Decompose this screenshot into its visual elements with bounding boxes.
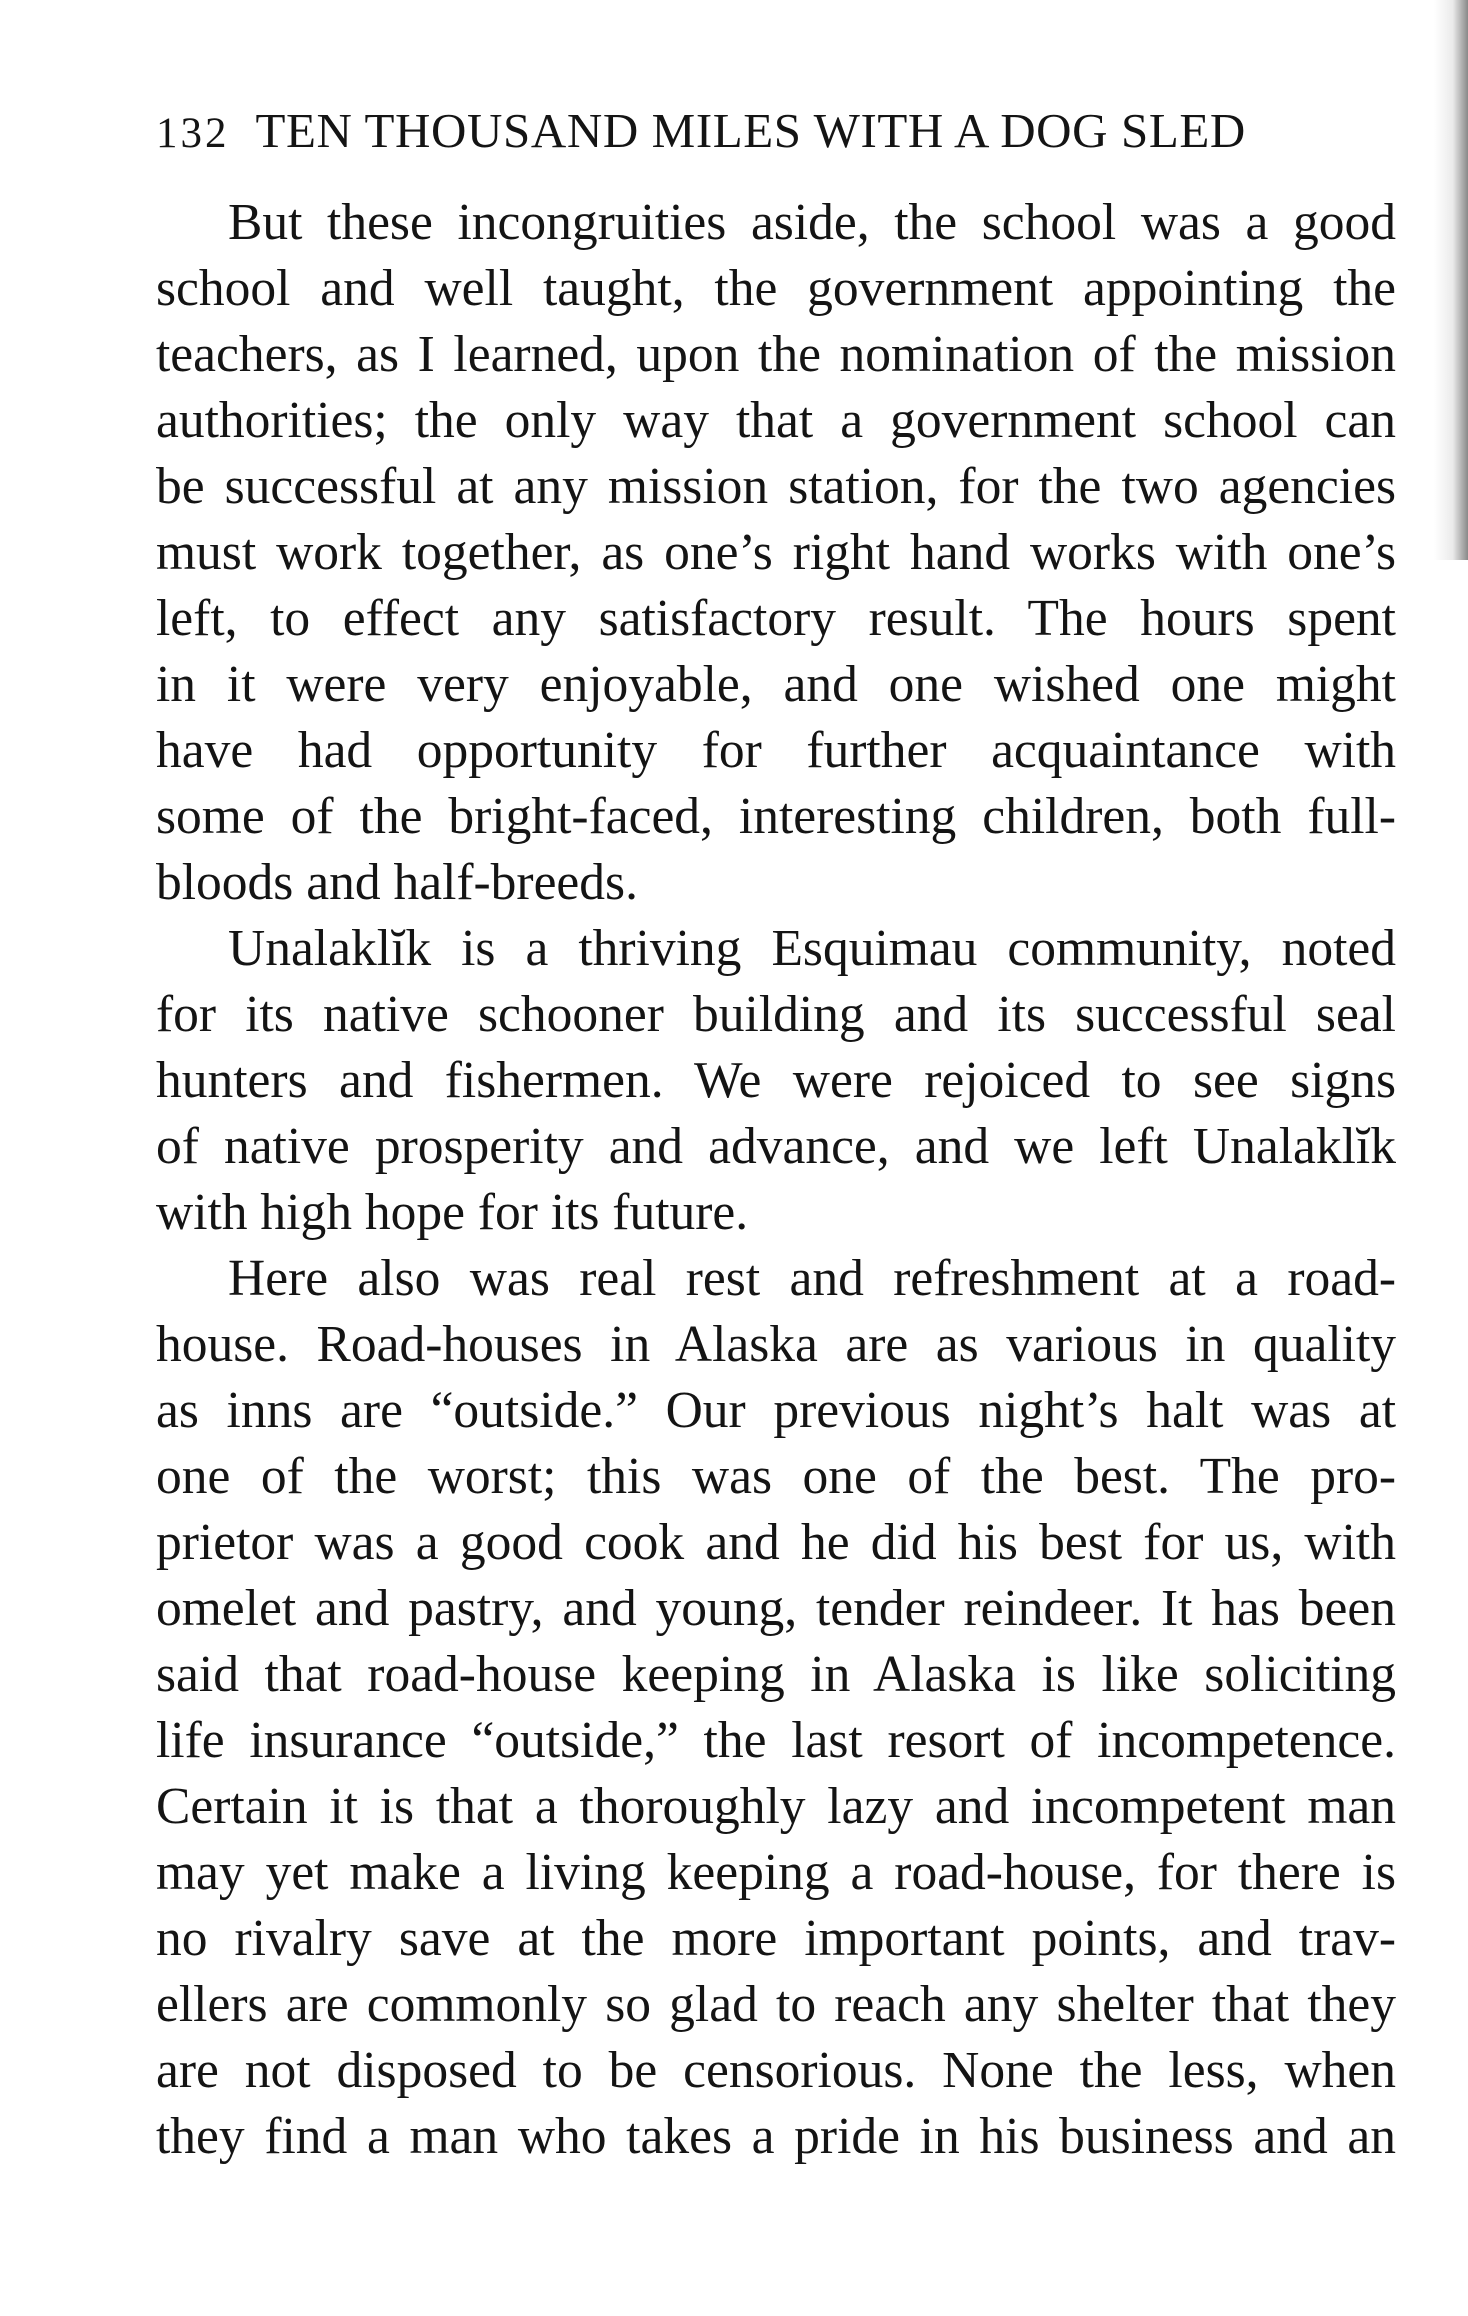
- text-line: ellers are commonly so glad to reach any shelter that they: [156, 1976, 1396, 2033]
- text-line: bloods and half-breeds.: [156, 854, 638, 911]
- text-line: must work together, as one’s right hand works with one’s: [156, 524, 1396, 581]
- running-title: TEN THOUSAND MILES WITH A DOG SLED: [255, 103, 1246, 158]
- text-line: school and well taught, the government appointing the: [156, 260, 1396, 317]
- text-line: no rivalry save at the more important points, and trav-: [156, 1910, 1396, 1967]
- text-line: teachers, as I learned, upon the nomination of the mission: [156, 326, 1396, 383]
- text-line: of native prosperity and advance, and we left Unalaklĭk: [156, 1118, 1396, 1175]
- text-line: Unalaklĭk is a thriving Esquimau community, noted: [228, 920, 1396, 977]
- page-number: 132: [156, 110, 230, 157]
- text-line: said that road-house keeping in Alaska is like soliciting: [156, 1646, 1396, 1703]
- page-edge-shadow: [1434, 0, 1468, 560]
- text-line: life insurance “outside,” the last resort of incompetence.: [156, 1712, 1396, 1769]
- text-line: one of the worst; this was one of the best. The pro-: [156, 1448, 1396, 1505]
- text-line: as inns are “outside.” Our previous night’s halt was at: [156, 1382, 1396, 1439]
- body-text: [156, 190, 1396, 2170]
- text-line: left, to effect any satisfactory result. The hours spent: [156, 590, 1396, 647]
- text-line: be successful at any mission station, for the two agencies: [156, 458, 1396, 515]
- text-line: with high hope for its future.: [156, 1184, 749, 1241]
- text-line: Here also was real rest and refreshment at a road-: [228, 1250, 1396, 1307]
- text-line: Certain it is that a thoroughly lazy and incompetent man: [156, 1778, 1396, 1835]
- text-line: are not disposed to be censorious. None the less, when: [156, 2042, 1396, 2099]
- text-line: prietor was a good cook and he did his best for us, with: [156, 1514, 1396, 1571]
- text-line: omelet and pastry, and young, tender reindeer. It has been: [156, 1580, 1396, 1637]
- text-line: in it were very enjoyable, and one wished one might: [156, 656, 1396, 713]
- text-line: may yet make a living keeping a road-house, for there is: [156, 1844, 1396, 1901]
- text-line: But these incongruities aside, the school was a good: [228, 194, 1396, 251]
- text-line: some of the bright-faced, interesting children, both full-: [156, 788, 1396, 845]
- text-line: house. Road-houses in Alaska are as various in quality: [156, 1316, 1396, 1373]
- text-line: for its native schooner building and its successful seal: [156, 986, 1396, 1043]
- page-header: [156, 96, 1396, 166]
- text-line: they find a man who takes a pride in his business and an: [156, 2108, 1396, 2165]
- text-line: have had opportunity for further acquaintance with: [156, 722, 1396, 779]
- text-line: hunters and fishermen. We were rejoiced to see signs: [156, 1052, 1396, 1109]
- text-line: authorities; the only way that a government school can: [156, 392, 1396, 449]
